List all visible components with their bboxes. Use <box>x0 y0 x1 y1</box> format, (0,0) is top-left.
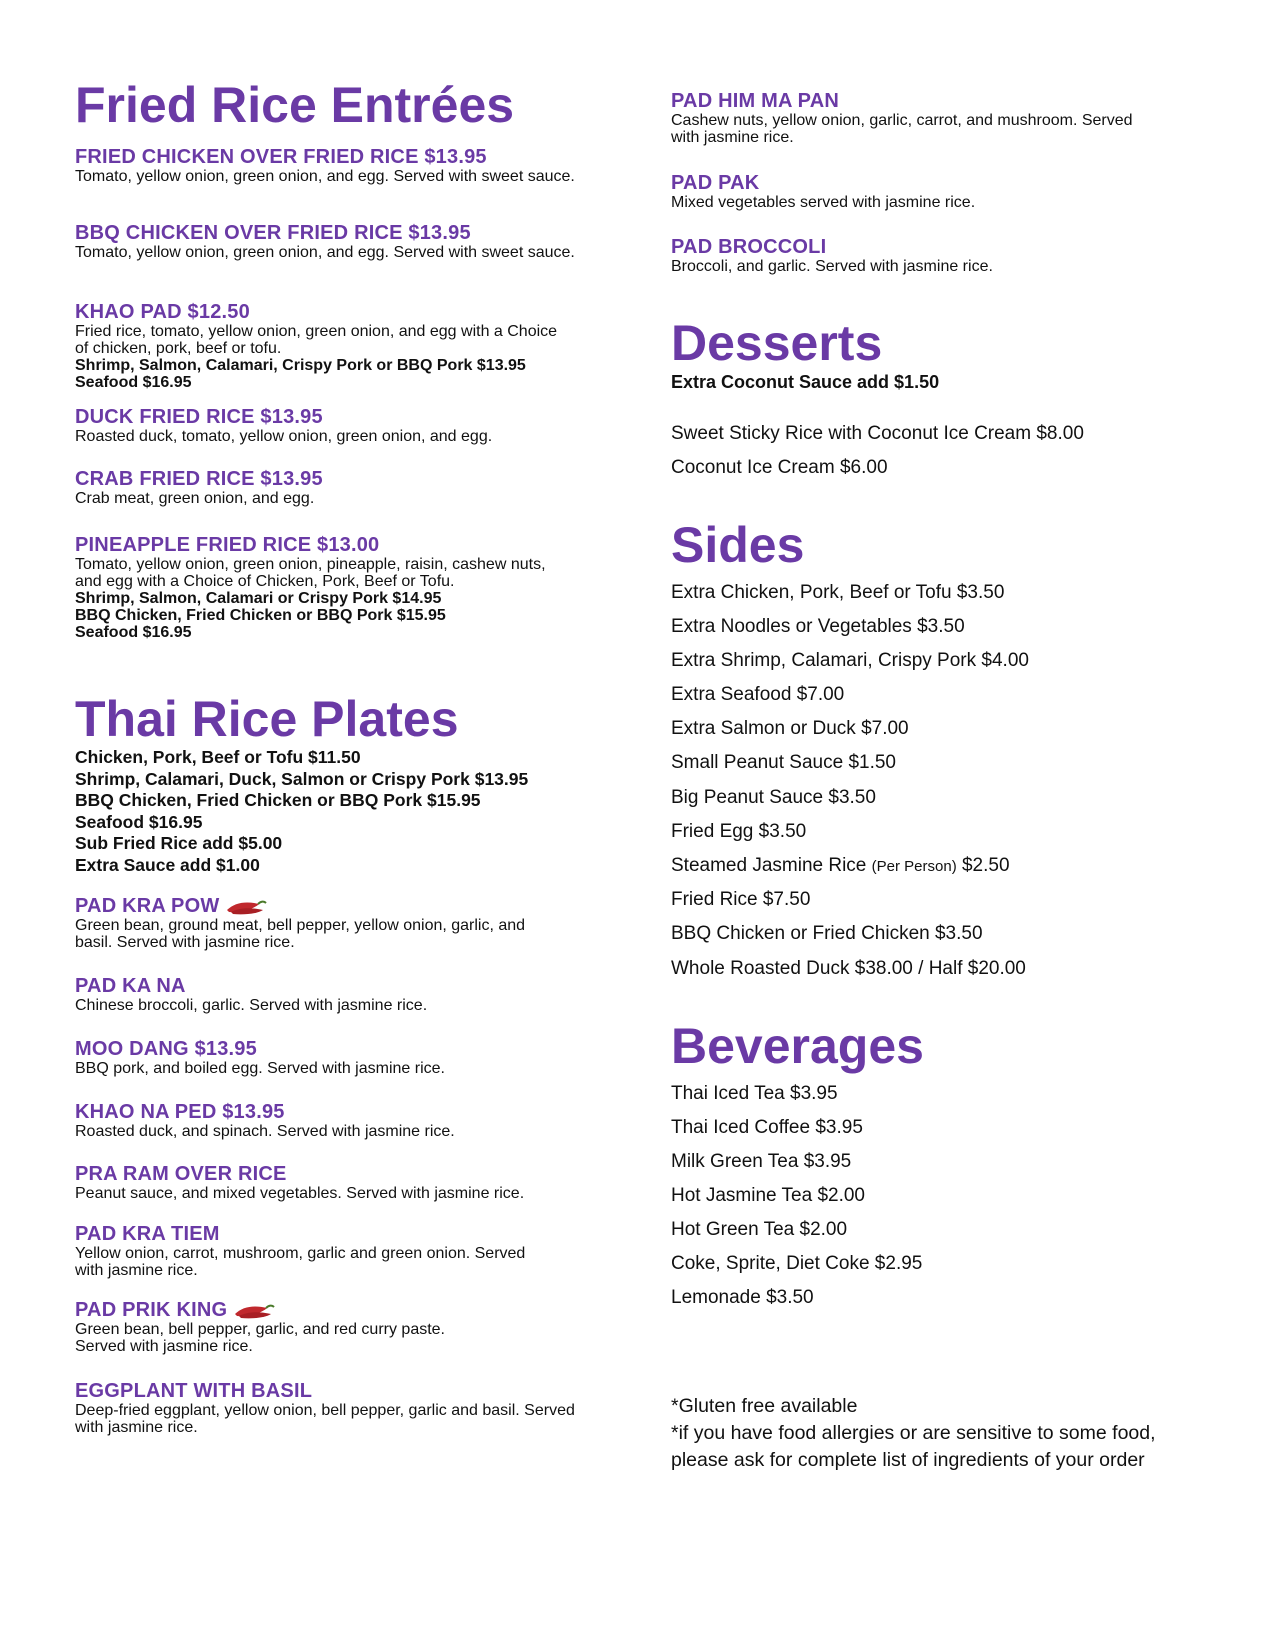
item-desc: Fried rice, tomato, yellow onion, green onion, and egg with a Choice of chicken, pork, beef or tofu. <box>75 323 558 357</box>
item-price-option: BBQ Chicken, Fried Chicken or BBQ Pork $15.95 <box>75 607 446 624</box>
side-item: Small Peanut Sauce $1.50 <box>671 752 896 773</box>
item-name: PAD HIM MA PAN <box>671 90 839 112</box>
side-item: Big Peanut Sauce $3.50 <box>671 787 876 808</box>
item-name: CRAB FRIED RICE $13.95 <box>75 468 323 490</box>
item-desc: Roasted duck, and spinach. Served with jasmine rice. <box>75 1123 455 1140</box>
side-item: Fried Rice $7.50 <box>671 889 811 910</box>
item-name: PRA RAM OVER RICE <box>75 1163 287 1185</box>
thai-rice-heading: Thai Rice Plates <box>75 691 459 747</box>
menu-item <box>75 1381 615 1436</box>
price-line: Seafood $16.95 <box>75 811 203 832</box>
item-name-row <box>75 896 615 917</box>
menu-item <box>75 1164 615 1202</box>
side-item: Extra Chicken, Pork, Beef or Tofu $3.50 <box>671 582 1005 603</box>
item-price-option: Seafood $16.95 <box>75 374 192 391</box>
dessert-item: Sweet Sticky Rice with Coconut Ice Cream $8.00 <box>671 423 1084 444</box>
item-name: KHAO NA PED $13.95 <box>75 1101 285 1123</box>
desserts-heading: Desserts <box>671 315 883 371</box>
item-name: PAD KRA POW <box>75 895 220 917</box>
menu-item <box>75 407 615 445</box>
item-desc: Crab meat, green onion, and egg. <box>75 490 315 507</box>
beverage-item: Hot Green Tea $2.00 <box>671 1219 848 1240</box>
item-name: PINEAPPLE FRIED RICE $13.00 <box>75 534 380 556</box>
beverage-item: Lemonade $3.50 <box>671 1287 814 1308</box>
price-line: Chicken, Pork, Beef or Tofu $11.50 <box>75 747 361 767</box>
beverage-item: Milk Green Tea $3.95 <box>671 1151 852 1172</box>
item-price-option: Seafood $16.95 <box>75 624 192 641</box>
beverage-item: Thai Iced Tea $3.95 <box>671 1083 838 1104</box>
beverage-item: Thai Iced Coffee $3.95 <box>671 1117 863 1138</box>
beverages-heading: Beverages <box>671 1018 924 1074</box>
menu-item <box>75 147 615 185</box>
item-price-option: Shrimp, Salmon, Calamari, Crispy Pork or BBQ Pork $13.95 <box>75 357 526 374</box>
item-desc: Broccoli, and garlic. Served with jasmine rice. <box>671 258 993 275</box>
item-price-option: Shrimp, Salmon, Calamari or Crispy Pork $14.95 <box>75 590 442 607</box>
side-item: Extra Seafood $7.00 <box>671 684 845 705</box>
menu-item <box>671 91 1211 146</box>
side-item: Whole Roasted Duck $38.00 / Half $20.00 <box>671 958 1026 979</box>
item-desc: Peanut sauce, and mixed vegetables. Served with jasmine rice. <box>75 1185 525 1202</box>
chili-pepper-icon <box>225 898 267 916</box>
price-line: Extra Sauce add $1.00 <box>75 854 260 875</box>
menu-item <box>75 535 615 641</box>
side-item: BBQ Chicken or Fried Chicken $3.50 <box>671 923 983 944</box>
item-name: PAD KRA TIEM <box>75 1223 220 1245</box>
menu-item <box>671 237 1211 275</box>
item-desc: Cashew nuts, yellow onion, garlic, carrot, and mushroom. Served with jasmine rice. <box>671 112 1133 146</box>
allergy-note: *if you have food allergies or are sensitive to some food, please ask for complete list of ingredients of your order <box>671 1422 1156 1471</box>
item-desc: Tomato, yellow onion, green onion, and egg. Served with sweet sauce. <box>75 244 575 261</box>
menu-item <box>75 1300 615 1355</box>
menu-item <box>671 173 1211 211</box>
side-item: Extra Noodles or Vegetables $3.50 <box>671 616 965 637</box>
menu-item <box>75 223 615 261</box>
item-name: BBQ CHICKEN OVER FRIED RICE $13.95 <box>75 222 471 244</box>
item-name: PAD BROCCOLI <box>671 236 827 258</box>
item-name-row <box>75 1300 615 1321</box>
footnotes <box>671 1393 1211 1474</box>
menu-item <box>75 302 615 391</box>
item-name: MOO DANG $13.95 <box>75 1038 257 1060</box>
rice-label: Steamed Jasmine Rice <box>671 855 867 876</box>
beverage-item: Coke, Sprite, Diet Coke $2.95 <box>671 1253 923 1274</box>
dessert-item: Coconut Ice Cream $6.00 <box>671 457 888 478</box>
item-name: DUCK FRIED RICE $13.95 <box>75 406 323 428</box>
item-name: PAD PRIK KING <box>75 1299 228 1321</box>
menu-item <box>75 1039 615 1077</box>
gluten-free-note: *Gluten free available <box>671 1395 858 1417</box>
menu-item <box>75 896 615 951</box>
item-name: PAD PAK <box>671 172 760 194</box>
chili-pepper-icon <box>233 1302 275 1320</box>
item-name: PAD KA NA <box>75 975 186 997</box>
price-line: BBQ Chicken, Fried Chicken or BBQ Pork $15.95 <box>75 790 481 811</box>
menu-item <box>75 976 615 1014</box>
side-item: Extra Salmon or Duck $7.00 <box>671 718 909 739</box>
item-desc: Green bean, bell pepper, garlic, and red curry paste. Served with jasmine rice. <box>75 1321 445 1355</box>
item-desc: Green bean, ground meat, bell pepper, yellow onion, garlic, and basil. Served with jasmine rice. <box>75 917 526 951</box>
item-desc: Tomato, yellow onion, green onion, pineapple, raisin, cashew nuts, and egg with a Choice of Chicken, Pork, Beef or Tofu. <box>75 556 546 590</box>
menu-item <box>75 1102 615 1140</box>
item-desc: Deep-fried eggplant, yellow onion, bell pepper, garlic and basil. Served with jasmine rice. <box>75 1402 575 1436</box>
item-desc: Roasted duck, tomato, yellow onion, green onion, and egg. <box>75 428 493 445</box>
side-item-rice <box>671 855 1010 878</box>
menu-item <box>75 1224 615 1279</box>
beverage-item: Hot Jasmine Tea $2.00 <box>671 1185 865 1206</box>
item-name: FRIED CHICKEN OVER FRIED RICE $13.95 <box>75 146 487 168</box>
desserts-extra: Extra Coconut Sauce add $1.50 <box>671 372 940 392</box>
side-item: Extra Shrimp, Calamari, Crispy Pork $4.00 <box>671 650 1029 671</box>
side-item: Fried Egg $3.50 <box>671 821 807 842</box>
fried-rice-heading: Fried Rice Entrées <box>75 77 515 133</box>
rice-note: (Per Person) <box>871 858 957 875</box>
item-desc: Tomato, yellow onion, green onion, and egg. Served with sweet sauce. <box>75 168 575 185</box>
thai-rice-price-list <box>75 747 615 877</box>
item-name: KHAO PAD $12.50 <box>75 301 250 323</box>
item-desc: BBQ pork, and boiled egg. Served with jasmine rice. <box>75 1060 445 1077</box>
item-desc: Chinese broccoli, garlic. Served with jasmine rice. <box>75 997 428 1014</box>
price-line: Sub Fried Rice add $5.00 <box>75 833 283 854</box>
sides-heading: Sides <box>671 517 805 573</box>
rice-price: $2.50 <box>961 855 1010 876</box>
menu-item <box>75 469 615 507</box>
item-desc: Yellow onion, carrot, mushroom, garlic and green onion. Served with jasmine rice. <box>75 1245 526 1279</box>
price-line: Shrimp, Calamari, Duck, Salmon or Crispy Pork $13.95 <box>75 768 529 789</box>
item-name: EGGPLANT WITH BASIL <box>75 1380 313 1402</box>
item-desc: Mixed vegetables served with jasmine rice. <box>671 194 976 211</box>
